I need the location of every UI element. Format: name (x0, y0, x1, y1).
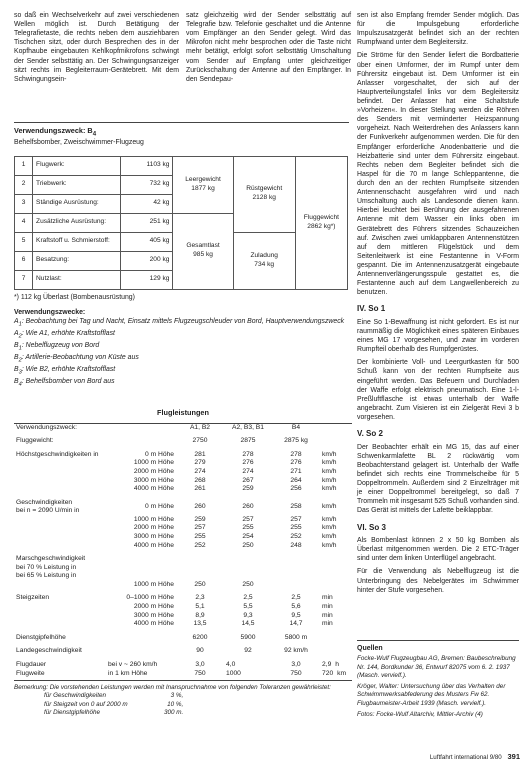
weight-row-number: 4 (15, 213, 33, 232)
flight-cell: 2750 (192, 437, 208, 445)
flight-data-row (14, 451, 352, 460)
flight-cell: 4000 m Höhe (133, 485, 174, 493)
flight-cell (320, 555, 352, 581)
flight-cell: 268 (194, 476, 206, 484)
flight-cell: 3,0 (291, 660, 301, 668)
flight-cell: 276 (242, 459, 254, 467)
section-5-paragraph: Der Beobachter erhält ein MG 15, das auf einer Schwenkarmlafette BL 2 rückwärtig vom Beobachterstand gelagert ist. Unterhalb der Waffe befindet sich rechts eine Trommelscheibe für 5 Doppeltrommeln. Außerdem sind 2 Einzelträger mit je einer Doppeltrommel bereitgelegt, so daß 7 Trommeln mit insgesamt 525 Schuß vorhanden sind. Das Gerät ist mittels der Lafette beiklappbar. (357, 443, 519, 515)
flight-cell: 281 (194, 450, 206, 458)
flight-range-row (14, 670, 352, 679)
tolerance-table (44, 692, 183, 717)
flight-cell: 258 (290, 502, 302, 510)
flight-cell: 0 m Höhe (145, 502, 174, 510)
flight-cell: 92 (244, 647, 252, 655)
source-item: Kröger, Walter: Untersuchung über das Verhalten der Schwimmwerksabfederung des Musters Fw 62. Flugbaumeister-Arbeit 1939 (Masch. vervielf.). (357, 683, 506, 707)
weight-row-value: 200 kg (121, 251, 173, 270)
sources-divider (357, 640, 519, 641)
tolerance-value: 3 %, (170, 692, 184, 700)
flight-cell: min (322, 611, 333, 619)
flight-data-row (14, 594, 352, 603)
flight-cell: 259 (242, 485, 254, 493)
flight-cell: Marschgeschwindigkeit bei 70 % Leistung in bei 65 % Leistung in (16, 555, 86, 580)
flight-cell: 4,0 (226, 660, 236, 668)
sources-block (357, 640, 519, 719)
flight-cell (320, 437, 352, 446)
flight-cell: 264 (290, 476, 302, 484)
column-2-text (186, 11, 351, 88)
flight-data-row (14, 612, 352, 621)
flight-cell: 274 (242, 467, 254, 475)
flight-cell: 274 (194, 467, 206, 475)
flight-bottom-rule (14, 680, 352, 681)
section-4-paragraph-2: Der kombinierte Voll- und Leergurtkasten für 500 Schuß kann von der rechten Rumpfseite aus eingeführt werden. Das Befeuern und Durchladen der Waffe erfolgt elektrisch pneumatisch. Eine 1-l-Preßluftflasche ist etwas unterhalb der Waffe angebracht. Zum Visieren ist ein Zielgerät Revi 3 b vorgesehen. (357, 359, 519, 422)
col3-paragraph-2: Die Ströme für den Sender liefert die Bordbatterie über einen Umformer, der im Rumpf unter dem Führersitz eingebaut ist. Dem Umformer ist ein Anlasser vorgeschaltet, der sich auf der Hauptverteilungstafel links vor dem Begleitersitz befindet. Der Anlasser hat eine Schaltstufe »Vorheizen«. In dieser Stellung werden die Röhren des Senders mit verminderter Heizspannung vorgeheizt. Nach Weiterdrehen des Anlassers kann der Funkverkehr aufgenommen werden. Die für den Empfänger erforderliche Anodenbatterie und die Heizbatterie sind unter dem Führersitz eingebaut. Rechts neben dem Begleiter befindet sich die Haspel für die 70 m lange Schleppantenne, die durch den an der rechten Rumpfseite sitzenden Antennenschacht ausgefahren wird und nach Umschaltung auch als Landesonde dienen kann. Hierbei leuchtet bei Berührung der ausgefahrenen Antenne mit dem Wasser ein links oben im Gerätebrett des Führers sitzendes Schauzeichen auf. Zwischen zwei umklappbaren Antennenstützen auf dem mittleren Flügelstück und dem Seitenleitwerk ist eine Festantenne in V-Form gespannt. Die im Antennenzusatzgerät eingebaute Antennenverlängerungsspule gestattet es, die Festantenne auch auf dem Langwellenbereich zu benutzen. (357, 52, 519, 297)
flight-cell: 720 km (322, 669, 347, 677)
tolerance-label: für Dienstgipfelhöhe (44, 708, 101, 716)
weights-subtitle: Behelfsbomber, Zweischwimmer-Flugzeug (14, 139, 144, 147)
weight-row-number: 3 (15, 194, 33, 213)
flight-cell (320, 581, 352, 590)
leergewicht-cell: Leergewicht 1877 kg (173, 156, 233, 213)
flight-data-row (14, 516, 352, 525)
flight-cell: 750 (290, 669, 302, 677)
weights-block (14, 122, 349, 389)
zuladung-cell: Zuladung 734 kg (233, 232, 295, 289)
flight-cell: 6200 (192, 633, 208, 641)
flight-cell: 2000 m Höhe (133, 524, 174, 532)
weight-row-label: Triebwerk: (33, 175, 121, 194)
purposes-list (14, 317, 349, 389)
flight-data-row (14, 468, 352, 477)
flight-header-row (14, 424, 352, 433)
weight-row-value: 732 kg (121, 175, 173, 194)
flight-cell: 2,9 h (322, 660, 340, 668)
flight-cell: 271 (290, 467, 302, 475)
flight-cell (14, 620, 106, 629)
flight-cell: km/h (322, 485, 337, 493)
flight-cell: 255 (290, 524, 302, 532)
flight-cell: km/h (322, 515, 337, 523)
flight-cell: km/h (322, 467, 337, 475)
flight-cell: 3,0 (195, 660, 205, 668)
flight-cell (14, 542, 106, 551)
weight-row-label: Ständige Ausrüstung: (33, 194, 121, 213)
flight-cell: Höchstgeschwindigkeiten in (16, 450, 99, 458)
flight-cell: bei v ~ 260 km/h (108, 660, 158, 668)
flight-performance-block (14, 408, 352, 717)
flight-cell: 252 (290, 532, 302, 540)
flight-cell: 2,3 (195, 594, 205, 602)
section-4-paragraph-1: Eine So 1-Bewaffnung ist nicht gefordert. Es ist nur raummäßig die Möglichkeit eines späteren Einbaues eines MG 17 vorgesehen, und zwar im vorderen Rumpfteil oberhalb des Rumpfgerüstes. (357, 318, 519, 354)
weight-row-number: 2 (15, 175, 33, 194)
flight-cell (106, 555, 176, 581)
flight-cell: 261 (194, 485, 206, 493)
weight-row-number: 6 (15, 251, 33, 270)
flight-cell (14, 459, 106, 468)
weights-divider (14, 122, 349, 123)
section-6-paragraph-1: Als Bombenlast können 2 x 50 kg Bomben als Überlast mitgenommen werden. Die 2 ETC-Träger sind unter dem linken Unterflügel angebracht. (357, 537, 519, 563)
flight-cell: 5,6 (291, 603, 301, 611)
flight-cell (224, 555, 272, 581)
purposes-heading: Verwendungszwecke: (14, 308, 86, 316)
flight-cell: 90 (196, 647, 204, 655)
flight-cell: 2000 m Höhe (133, 467, 174, 475)
flight-cell (320, 634, 352, 643)
flight-cell: 256 (290, 485, 302, 493)
flight-cell: 248 (290, 541, 302, 549)
purpose-item: $A_2$: Wie A1, erhöhte Kraftstofflast (14, 329, 115, 340)
flight-cell: 276 (290, 459, 302, 467)
flight-cell (14, 524, 106, 533)
flight-ceiling-row (14, 634, 352, 643)
flight-cell: min (322, 603, 333, 611)
sources-heading: Quellen (357, 645, 383, 652)
col1-paragraph: so daß ein Wechselverkehr auf zwei verschiedenen Wellen möglich ist. Durch Betätigung der Telegrafietaste, die rechts neben dem ausziehbaren Tischchen sitzt, oder durch Besprechen des in der Kopfhaube eingebauten Kehlkopfmikrofons schwingt der Sender selbsttätig an. Der Schwingungsanzeiger sitzt rechts im Begleiterraum-Gerätebrett. Mit dem Schwingungsein- (14, 12, 179, 83)
flight-cell: 9,3 (243, 611, 253, 619)
flight-cell: 257 (290, 515, 302, 523)
flight-cell (14, 612, 106, 621)
column-3-text (357, 11, 519, 599)
flight-cell: km/h (322, 459, 337, 467)
flight-data-row (14, 581, 352, 590)
flight-cell: 5800 m (284, 633, 308, 641)
flight-cell: min (322, 594, 333, 602)
flight-cell: 3000 m Höhe (133, 532, 174, 540)
flight-cell: 2875 kg (284, 437, 308, 445)
section-6-paragraph-2: Für die Verwendung als Nebelflugzeug ist die Unterbringung des Nebelgerätes im Schwimmer hinter der Stufe vorgesehen. (357, 568, 519, 594)
flight-cell: km/h (322, 541, 337, 549)
flight-cell: 14,5 (241, 620, 255, 628)
weight-row-value: 405 kg (121, 232, 173, 251)
flight-remark: Bemerkung: Die vorstehenden Leistungen werden mit Inanspruchnahme von folgenden Toleranzen gewährleistet: (14, 684, 331, 692)
flight-cell (106, 424, 176, 433)
tolerance-value: 10 %, (167, 700, 184, 708)
flight-data-row (14, 459, 352, 468)
weights-table (14, 156, 348, 290)
flight-cell: 2875 (240, 437, 256, 445)
flight-cell: A2, B3, B1 (232, 423, 264, 431)
purpose-item: $B_3$: Wie B2, erhöhte Kraftstofflast (14, 365, 116, 375)
flight-cell: 278 (242, 450, 254, 458)
flight-cell: 254 (242, 532, 254, 540)
flight-cell: km/h (322, 532, 337, 540)
flight-cell: 13,5 (193, 620, 207, 628)
flight-cell: 250 (242, 541, 254, 549)
flight-cell: 257 (242, 515, 254, 523)
weights-footnote: *) 112 kg Überlast (Bombenausrüstung) (14, 293, 135, 301)
flight-cell: km/h (322, 476, 337, 484)
flight-duration-row (14, 661, 352, 670)
col3-paragraph-1: sen ist also Empfang fremder Sender möglich. Das für die Impulsgebung erforderliche Impulszusatzgerät befindet sich an der rechten Rumpfwand unter dem Begleitersitz. (357, 12, 519, 47)
flight-data-row (14, 477, 352, 486)
weight-row-label: Zusätzliche Ausrüstung: (33, 213, 121, 232)
tolerance-label: für Steigzeit von 0 auf 2000 m (44, 700, 128, 708)
flight-cell: A1, B2 (189, 423, 211, 431)
flight-cell: 279 (194, 459, 206, 467)
flight-cell: Verwendungszweck: (16, 423, 77, 431)
flight-cell: 750 (194, 669, 206, 677)
flight-cell (14, 581, 106, 590)
flight-cell: 3000 m Höhe (133, 611, 174, 619)
flight-cell: 250 (194, 580, 206, 588)
flight-data-row (14, 499, 352, 516)
weight-row-value: 1103 kg (121, 156, 173, 175)
flight-data-row (14, 603, 352, 612)
flight-cell: 4000 m Höhe (133, 620, 174, 628)
purpose-item: $B_2$: Artillerie-Beobachtung von Küste aus (14, 353, 139, 364)
flight-data-row (14, 524, 352, 533)
flight-cell: 92 km/h (284, 647, 308, 655)
flight-cell: 260 (194, 502, 206, 510)
weight-row-value: 251 kg (121, 213, 173, 232)
flight-cell (320, 424, 352, 433)
weight-row-label: Flugwerk: (33, 156, 121, 175)
flight-cell (14, 468, 106, 477)
weight-row-label: Nutzlast: (33, 270, 121, 289)
purpose-item: $B_1$: Nebelflugzeug von Bord (14, 341, 100, 352)
flight-cell: B4 (291, 423, 301, 431)
flight-cell: 3000 m Höhe (133, 476, 174, 484)
flight-data-row (14, 620, 352, 629)
journal-name: Luftfahrt international 9/80 (429, 754, 502, 761)
flight-cell (320, 647, 352, 656)
flight-cell: Flugweite (16, 669, 45, 677)
page-number: 391 (507, 752, 520, 761)
fluggewicht-cell: Fluggewicht 2862 kg*) (295, 156, 347, 289)
flight-cell: 267 (242, 476, 254, 484)
weight-row-label: Kraftstoff u. Schmierstoff: (33, 232, 121, 251)
flight-cell (14, 477, 106, 486)
flight-range-b4: 720 (322, 669, 334, 677)
flight-data-row (14, 533, 352, 542)
page-footer (330, 752, 520, 762)
flight-cell: 1000 m Höhe (133, 515, 174, 523)
flight-landing-row (14, 647, 352, 656)
weight-row-label: Besatzung: (33, 251, 121, 270)
weight-row-number: 1 (15, 156, 33, 175)
section-4-heading: IV. So 1 (357, 304, 386, 314)
flight-cell: Geschwindigkeiten bei n = 2090 U/min in (16, 498, 80, 515)
flight-cell: 0 m Höhe (145, 450, 174, 458)
flight-cell (272, 581, 320, 590)
flight-cell (14, 533, 106, 542)
flight-cell: 259 (194, 515, 206, 523)
weight-row-number: 5 (15, 232, 33, 251)
column-1-text (14, 11, 179, 88)
flight-cell: Steigzeiten (16, 594, 50, 602)
flight-cell: 2,5 (243, 594, 253, 602)
flight-cell: Fluggewicht: (16, 437, 54, 445)
flight-cell: 0–1000 m Höhe (126, 594, 174, 602)
purpose-item: $A_1$: Beobachtung bei Tag und Nacht, Einsatz mittels Flugzeugschleuder von Bord, Hauptverwendungszweck (14, 317, 345, 328)
flight-cell: Landegeschwindigkeit (16, 647, 82, 655)
weights-title: Verwendungszweck: $B_4$ (14, 126, 97, 138)
flight-cell: 2000 m Höhe (133, 603, 174, 611)
flight-cell: Flugdauer (16, 660, 47, 668)
flight-cell (14, 516, 106, 525)
flight-duration-b4: 2,9 (322, 660, 332, 668)
flight-cell (14, 485, 106, 494)
tolerance-label: für Geschwindigkeiten (44, 692, 106, 700)
flight-weight-row (14, 437, 352, 446)
flight-cell: 5,1 (195, 603, 205, 611)
flight-cell: 1000 m Höhe (133, 459, 174, 467)
flight-cell: 14,7 (289, 620, 303, 628)
weight-row-value: 129 kg (121, 270, 173, 289)
purpose-item: $B_4$: Behelfsbomber von Bord aus (14, 377, 115, 387)
flight-data-row (14, 485, 352, 494)
section-6-heading: VI. So 3 (357, 522, 386, 532)
flight-cell: 1000 (226, 669, 241, 677)
flight-cell (106, 437, 176, 446)
flight-cell (14, 603, 106, 612)
flight-cell: 260 (242, 502, 254, 510)
col2-paragraph: satz gleichzeitig wird der Sender selbsttätig auf Telegrafie bzw. Telefonie geschaltet und die Antenne vom Empfänger an den Sender gelegt. Wird das Mikrofon nicht mehr besprochen oder die Taste nicht mehr betätigt, erfolgt sofort selbsttätig Umschaltung vom Sender auf Empfang unter gleichzeitiger Zurückschaltung der Antenne auf den Empfänger. In den Sendepau- (186, 12, 351, 83)
flight-cell: min (322, 620, 333, 628)
tolerance-value: 300 m. (164, 708, 184, 716)
source-item: Fotos: Focke-Wulf Altarchiv, Mittler-Archiv (4) (357, 711, 483, 719)
flight-cell: 5900 (240, 633, 256, 641)
flight-title: Flugleistungen (157, 408, 209, 417)
flight-cell: 278 (290, 450, 302, 458)
flight-cell: 257 (194, 524, 206, 532)
flight-cell: 2,5 (291, 594, 301, 602)
flight-cell: 8,9 (195, 611, 205, 619)
gesamtlast-cell: Gesamtlast 985 kg (173, 213, 233, 289)
flight-cell: 250 (242, 580, 254, 588)
flight-cell: 4000 m Höhe (133, 541, 174, 549)
flight-cell: 252 (194, 541, 206, 549)
flight-cell: Dienstgipfelhöhe (16, 633, 66, 641)
flight-cell: 5,5 (243, 603, 253, 611)
flight-cell: 255 (194, 532, 206, 540)
flight-table (14, 424, 352, 678)
source-item: Focke-Wulf Flugzeugbau AG, Bremen: Baubeschreibung Nr. 144, Bordkunder 36, Entwurf 82075 vom 6. 2. 1937 (Masch. vervielf.). (357, 655, 516, 679)
flight-cell (272, 555, 320, 581)
section-5-heading: V. So 2 (357, 429, 383, 439)
flight-cell: in 1 km Höhe (108, 669, 148, 677)
flight-data-row (14, 555, 352, 581)
ruestgewicht-cell: Rüstgewicht 2128 kg (233, 156, 295, 232)
flight-cell: 1000 m Höhe (133, 580, 174, 588)
flight-cell: km/h (322, 524, 337, 532)
flight-data-row (14, 542, 352, 551)
weight-row-value: 42 kg (121, 194, 173, 213)
weight-row-number: 7 (15, 270, 33, 289)
flight-cell: km/h (322, 450, 337, 458)
flight-cell (176, 555, 224, 581)
flight-cell: 255 (242, 524, 254, 532)
flight-cell: 9,5 (291, 611, 301, 619)
flight-cell: km/h (322, 502, 337, 510)
